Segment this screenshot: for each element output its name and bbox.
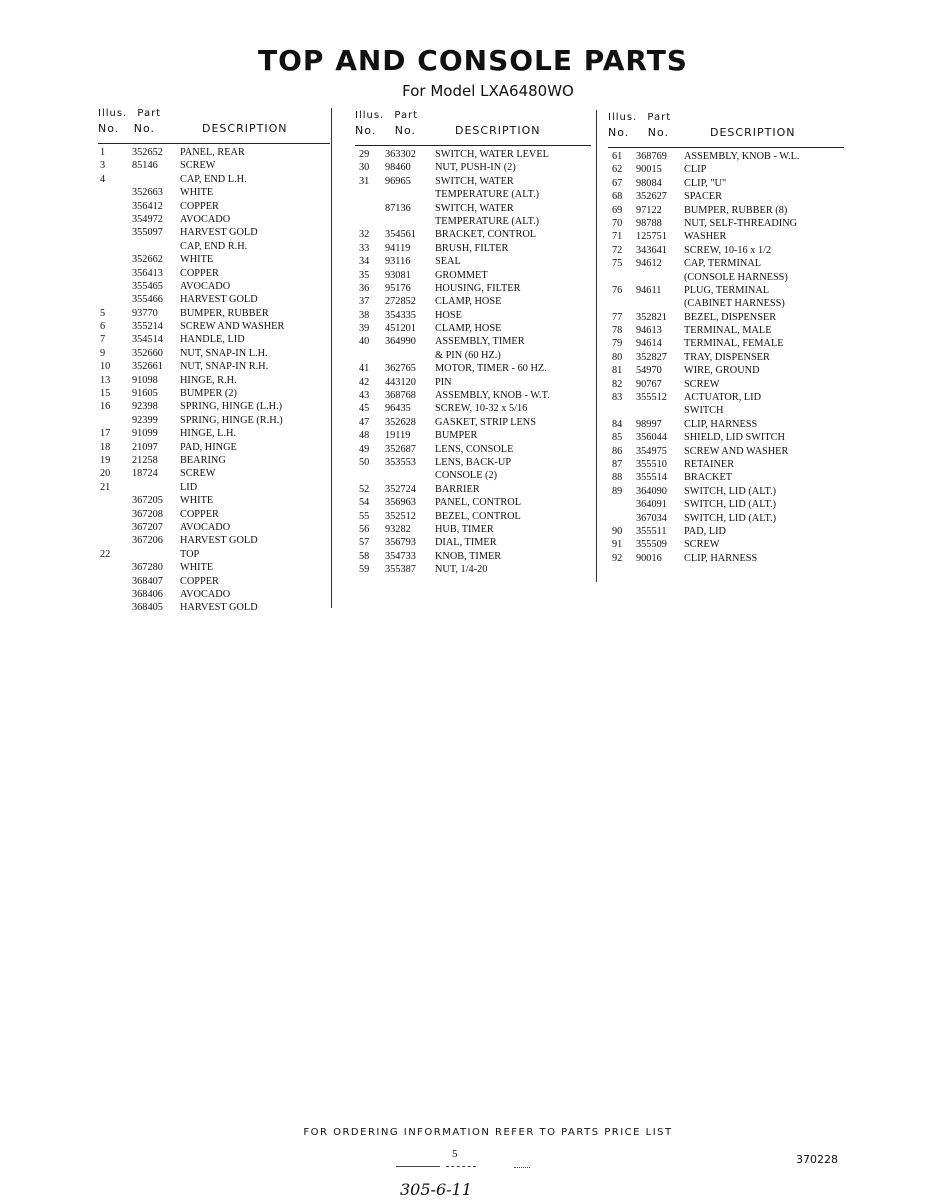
illus-number: 45 <box>359 403 370 415</box>
illus-number: 83 <box>612 392 623 404</box>
part-number: 367206 <box>132 535 163 547</box>
illus-number: 75 <box>612 258 623 270</box>
part-number: 352628 <box>385 416 416 428</box>
part-number: 352663 <box>132 187 163 199</box>
part-number: 90767 <box>636 378 662 390</box>
part-number: 98997 <box>636 418 662 430</box>
part-description: PAD, LID <box>684 525 726 537</box>
part-description: SWITCH, WATER <box>435 175 514 187</box>
part-description: CAP, END R.H. <box>180 240 248 252</box>
part-description: BUMPER (2) <box>180 388 237 400</box>
illus-number: 6 <box>100 321 106 333</box>
part-number: 91099 <box>132 428 158 440</box>
part-number: 368406 <box>132 588 163 600</box>
header-description: DESCRIPTION <box>710 126 796 139</box>
illus-number: 54 <box>359 497 370 509</box>
part-description: HANDLE, LID <box>180 334 245 346</box>
illus-number: 77 <box>612 311 623 323</box>
illus-number: 40 <box>359 336 370 348</box>
part-description: HUB, TIMER <box>435 523 494 535</box>
illus-number: 30 <box>359 162 370 174</box>
illus-number: 29 <box>359 149 370 160</box>
illus-number: 49 <box>359 443 370 455</box>
part-description: PIN <box>435 376 452 388</box>
part-description: SCREW <box>180 468 216 480</box>
part-number: 354972 <box>132 213 163 225</box>
part-description: TOP <box>180 548 200 560</box>
part-description: LID <box>180 481 198 493</box>
part-description: SWITCH, LID (ALT.) <box>684 499 777 511</box>
illus-number: 50 <box>359 456 370 468</box>
handwritten-note: 305-6-11 <box>400 1180 472 1199</box>
part-description: SWITCH, WATER LEVEL <box>435 149 549 160</box>
part-number: 94614 <box>636 338 662 350</box>
part-description: ASSEMBLY, KNOB - W.T. <box>435 390 550 402</box>
part-description: COPPER <box>180 200 219 212</box>
part-number: 54970 <box>636 365 662 377</box>
illus-number: 47 <box>359 416 370 428</box>
illus-number: 91 <box>612 539 623 551</box>
part-number: 356413 <box>132 267 163 279</box>
illus-number: 34 <box>359 256 370 268</box>
part-number: 90015 <box>636 164 662 176</box>
illus-number: 59 <box>359 564 370 576</box>
illus-number: 5 <box>100 307 106 319</box>
illus-number: 67 <box>612 177 623 189</box>
part-number: 94613 <box>636 325 662 337</box>
divider-mark <box>514 1167 530 1168</box>
part-description: HARVEST GOLD <box>180 602 258 614</box>
part-description: BEZEL, CONTROL <box>435 510 521 522</box>
part-description: PAD, HINGE <box>180 441 237 453</box>
illus-number: 41 <box>359 363 370 375</box>
part-number: 354335 <box>385 309 416 321</box>
part-number: 19119 <box>385 430 411 442</box>
part-description: SCREW <box>684 378 720 390</box>
illus-number: 37 <box>359 296 370 308</box>
part-number: 368769 <box>636 151 667 162</box>
divider-mark <box>396 1166 440 1167</box>
part-number: 93116 <box>385 256 411 268</box>
header-illus: Illus. <box>355 110 385 121</box>
part-number: 356793 <box>385 537 416 549</box>
part-description: TERMINAL, MALE <box>684 325 772 337</box>
illus-number: 85 <box>612 432 623 444</box>
illus-number: 87 <box>612 458 623 470</box>
header-no: No. <box>355 124 377 137</box>
part-description: AVOCADO <box>180 588 231 600</box>
part-description: HINGE, L.H. <box>180 428 237 440</box>
part-number: 94612 <box>636 258 662 270</box>
header-rule <box>98 143 330 144</box>
illus-number: 4 <box>100 173 106 185</box>
part-number: 93770 <box>132 307 158 319</box>
part-description: ASSEMBLY, TIMER <box>435 336 525 348</box>
part-description: TERMINAL, FEMALE <box>684 338 784 350</box>
part-description: BUMPER, RUBBER <box>180 307 269 319</box>
illus-number: 52 <box>359 483 370 495</box>
header-illus: Illus. <box>98 108 128 119</box>
part-description: SPRING, HINGE (L.H.) <box>180 401 283 413</box>
part-number: 125751 <box>636 231 667 243</box>
part-number: 91605 <box>132 388 158 400</box>
part-number: 355214 <box>132 321 163 333</box>
part-description: SEAL <box>435 256 461 268</box>
parts-column-1 <box>98 108 334 614</box>
part-description: BRACKET <box>684 472 733 484</box>
part-description: SCREW AND WASHER <box>180 321 285 333</box>
illus-number: 21 <box>100 481 111 493</box>
part-description: CLAMP, HOSE <box>435 296 502 308</box>
ordering-footer: FOR ORDERING INFORMATION REFER TO PARTS PRICE LIST <box>303 1127 673 1138</box>
illus-number: 61 <box>612 151 623 162</box>
part-number: 93081 <box>385 269 411 281</box>
part-description: CAP, TERMINAL <box>684 258 762 270</box>
part-number: 354733 <box>385 550 416 562</box>
part-description: ASSEMBLY, KNOB - W.L. <box>684 151 800 162</box>
header-no2: No. <box>394 124 417 137</box>
part-number: 352627 <box>636 191 667 203</box>
illus-number: 79 <box>612 338 623 350</box>
part-description: SPACER <box>684 191 722 203</box>
part-number: 21258 <box>132 454 158 466</box>
illus-number: 22 <box>100 548 111 560</box>
illus-number: 70 <box>612 217 623 229</box>
part-number: 354514 <box>132 334 163 346</box>
part-description: AVOCADO <box>180 521 231 533</box>
part-number: 94611 <box>636 284 662 296</box>
part-description: CLIP, "U" <box>684 177 727 189</box>
part-number: 96435 <box>385 403 411 415</box>
header-part: Part <box>647 112 672 123</box>
column-divider-2 <box>596 110 597 582</box>
part-description: NUT, SNAP-IN L.H. <box>180 347 268 359</box>
illus-number: 82 <box>612 378 623 390</box>
part-number: 18724 <box>132 468 158 480</box>
part-description: BEARING <box>180 454 226 466</box>
part-number: 352660 <box>132 347 163 359</box>
part-description: HINGE, R.H. <box>180 374 237 386</box>
illus-number: 3 <box>100 160 106 172</box>
part-number: 355509 <box>636 539 667 551</box>
part-number: 364990 <box>385 336 416 348</box>
illus-number: 20 <box>100 468 111 480</box>
illus-number: 78 <box>612 325 623 337</box>
part-number: 355465 <box>132 280 163 292</box>
illus-number: 42 <box>359 376 370 388</box>
part-number: 352687 <box>385 443 416 455</box>
part-number: 355510 <box>636 458 667 470</box>
part-description: HOSE <box>435 309 462 321</box>
part-description: HOUSING, FILTER <box>435 282 521 294</box>
part-number: 98460 <box>385 162 411 174</box>
part-description: GROMMET <box>435 269 488 281</box>
part-description: PANEL, CONTROL <box>435 497 522 509</box>
part-description: (CABINET HARNESS) <box>684 298 785 310</box>
part-number: 451201 <box>385 323 416 335</box>
part-number: 272852 <box>385 296 416 308</box>
part-number: 367207 <box>132 521 163 533</box>
illus-number: 7 <box>100 334 106 346</box>
illus-number: 13 <box>100 374 111 386</box>
part-description: SWITCH, LID (ALT.) <box>684 512 777 524</box>
part-number: 92398 <box>132 401 158 413</box>
illus-number: 1 <box>100 147 106 158</box>
part-description: WHITE <box>180 495 214 507</box>
header-no: No. <box>608 126 630 139</box>
illus-number: 31 <box>359 175 370 187</box>
part-number: 356412 <box>132 200 163 212</box>
illus-number: 57 <box>359 537 370 549</box>
header-part: Part <box>137 108 162 119</box>
illus-number: 36 <box>359 282 370 294</box>
part-number: 368407 <box>132 575 163 587</box>
illus-number: 86 <box>612 445 623 457</box>
illus-number: 89 <box>612 485 623 497</box>
part-description: WHITE <box>180 187 214 199</box>
part-number: 352662 <box>132 254 163 266</box>
header-no: No. <box>98 122 120 135</box>
part-description: WIRE, GROUND <box>684 365 760 377</box>
part-description: BRUSH, FILTER <box>435 242 509 254</box>
part-description: AVOCADO <box>180 280 231 292</box>
part-description: DIAL, TIMER <box>435 537 497 549</box>
part-description: NUT, SNAP-IN R.H. <box>180 361 269 373</box>
part-description: SCREW, 10-16 x 1/2 <box>684 244 772 256</box>
part-number: 352821 <box>636 311 667 323</box>
illus-number: 80 <box>612 351 623 363</box>
illus-number: 18 <box>100 441 111 453</box>
page-title: TOP AND CONSOLE PARTS <box>258 44 688 77</box>
part-description: TEMPERATURE (ALT.) <box>435 189 540 201</box>
header-part: Part <box>394 110 419 121</box>
illus-number: 35 <box>359 269 370 281</box>
illus-number: 17 <box>100 428 111 440</box>
part-description: CONSOLE (2) <box>435 470 498 482</box>
part-number: 356963 <box>385 497 416 509</box>
illus-number: 72 <box>612 244 623 256</box>
part-number: 352661 <box>132 361 163 373</box>
illus-number: 10 <box>100 361 111 373</box>
illus-number: 84 <box>612 418 623 430</box>
part-description: CLIP, HARNESS <box>684 418 758 430</box>
part-number: 367280 <box>132 562 163 574</box>
part-description: LENS, CONSOLE <box>435 443 514 455</box>
part-description: TRAY, DISPENSER <box>684 351 770 363</box>
part-description: CAP, END L.H. <box>180 173 247 185</box>
parts-column-3 <box>608 112 848 564</box>
part-description: CLIP <box>684 164 707 176</box>
part-description: SWITCH <box>684 405 724 417</box>
part-number: 355512 <box>636 392 667 404</box>
part-number: 21097 <box>132 441 158 453</box>
part-number: 367208 <box>132 508 163 520</box>
part-description: GASKET, STRIP LENS <box>435 416 536 428</box>
part-number: 367034 <box>636 512 667 524</box>
page-number: 5 <box>452 1148 458 1160</box>
header-description: DESCRIPTION <box>455 124 541 137</box>
illus-number: 39 <box>359 323 370 335</box>
part-description: HARVEST GOLD <box>180 535 258 547</box>
divider-mark <box>446 1166 476 1167</box>
illus-number: 9 <box>100 347 106 359</box>
part-description: KNOB, TIMER <box>435 550 502 562</box>
part-description: SWITCH, WATER <box>435 202 514 214</box>
illus-number: 19 <box>100 454 111 466</box>
illus-number: 90 <box>612 525 623 537</box>
illus-number: 62 <box>612 164 623 176</box>
part-description: BUMPER <box>435 430 478 442</box>
part-number: 95176 <box>385 282 411 294</box>
part-description: SPRING, HINGE (R.H.) <box>180 414 283 426</box>
part-number: 352652 <box>132 147 163 158</box>
part-description: BUMPER, RUBBER (8) <box>684 204 788 216</box>
part-number: 91098 <box>132 374 158 386</box>
part-description: SCREW <box>180 160 216 172</box>
part-number: 364090 <box>636 485 667 497</box>
part-description: SHIELD, LID SWITCH <box>684 432 785 444</box>
part-number: 364091 <box>636 499 667 511</box>
illus-number: 76 <box>612 284 623 296</box>
part-number: 85146 <box>132 160 158 172</box>
part-description: AVOCADO <box>180 213 231 225</box>
part-description: & PIN (60 HZ.) <box>435 349 501 361</box>
illus-number: 32 <box>359 229 370 241</box>
part-description: RETAINER <box>684 458 735 470</box>
illus-number: 69 <box>612 204 623 216</box>
part-number: 96965 <box>385 175 411 187</box>
illus-number: 81 <box>612 365 623 377</box>
part-number: 87136 <box>385 202 411 214</box>
part-description: PANEL, REAR <box>180 147 245 158</box>
part-description: SCREW AND WASHER <box>684 445 789 457</box>
part-description: (CONSOLE HARNESS) <box>684 271 788 283</box>
illus-number: 68 <box>612 191 623 203</box>
illus-number: 92 <box>612 552 623 564</box>
part-description: WASHER <box>684 231 727 243</box>
model-subtitle: For Model LXA6480WO <box>402 82 574 100</box>
illus-number: 58 <box>359 550 370 562</box>
part-description: NUT, 1/4-20 <box>435 564 488 576</box>
part-description: CLAMP, HOSE <box>435 323 502 335</box>
part-number: 355387 <box>385 564 416 576</box>
part-number: 93282 <box>385 523 411 535</box>
header-rule <box>608 147 844 148</box>
part-number: 90016 <box>636 552 662 564</box>
part-description: HARVEST GOLD <box>180 294 258 306</box>
part-number: 355097 <box>132 227 163 239</box>
part-description: WHITE <box>180 562 214 574</box>
part-number: 354561 <box>385 229 416 241</box>
part-description: WHITE <box>180 254 214 266</box>
header-illus: Illus. <box>608 112 638 123</box>
part-number: 355511 <box>636 525 667 537</box>
illus-number: 16 <box>100 401 111 413</box>
part-description: COPPER <box>180 575 219 587</box>
part-number: 92399 <box>132 414 158 426</box>
part-description: BEZEL, DISPENSER <box>684 311 777 323</box>
illus-number: 38 <box>359 309 370 321</box>
part-number: 368405 <box>132 602 163 614</box>
part-number: 352512 <box>385 510 416 522</box>
part-number: 362765 <box>385 363 416 375</box>
part-description: NUT, SELF-THREADING <box>684 217 798 229</box>
part-description: HARVEST GOLD <box>180 227 258 239</box>
part-number: 352724 <box>385 483 416 495</box>
column-divider-1 <box>331 108 332 608</box>
part-description: COPPER <box>180 267 219 279</box>
illus-number: 71 <box>612 231 623 243</box>
part-number: 355514 <box>636 472 667 484</box>
part-description: SWITCH, LID (ALT.) <box>684 485 777 497</box>
part-number: 98788 <box>636 217 662 229</box>
part-number: 356044 <box>636 432 667 444</box>
part-number: 443120 <box>385 376 416 388</box>
part-description: BARRIER <box>435 483 480 495</box>
illus-number: 55 <box>359 510 370 522</box>
illus-number: 43 <box>359 390 370 402</box>
part-description: TEMPERATURE (ALT.) <box>435 215 540 227</box>
parts-column-2 <box>355 110 595 576</box>
part-number: 363302 <box>385 149 416 160</box>
header-no2: No. <box>133 122 156 135</box>
header-description: DESCRIPTION <box>202 122 288 135</box>
part-description: ACTUATOR, LID <box>684 392 762 404</box>
part-description: SCREW, 10-32 x 5/16 <box>435 403 528 415</box>
part-number: 353553 <box>385 456 416 468</box>
illus-number: 88 <box>612 472 623 484</box>
header-rule <box>355 145 591 146</box>
illus-number: 15 <box>100 388 111 400</box>
part-description: LENS, BACK-UP <box>435 456 512 468</box>
part-number: 98084 <box>636 177 662 189</box>
illus-number: 56 <box>359 523 370 535</box>
part-description: CLIP, HARNESS <box>684 552 758 564</box>
illus-number: 48 <box>359 430 370 442</box>
header-no2: No. <box>647 126 670 139</box>
part-description: NUT, PUSH-IN (2) <box>435 162 516 174</box>
part-description: SCREW <box>684 539 720 551</box>
part-number: 97122 <box>636 204 662 216</box>
part-description: COPPER <box>180 508 219 520</box>
document-code: 370228 <box>796 1153 838 1166</box>
part-description: PLUG, TERMINAL <box>684 284 770 296</box>
part-number: 343641 <box>636 244 667 256</box>
part-number: 352827 <box>636 351 667 363</box>
part-number: 355466 <box>132 294 163 306</box>
part-description: MOTOR, TIMER - 60 HZ. <box>435 363 547 375</box>
illus-number: 33 <box>359 242 370 254</box>
part-number: 367205 <box>132 495 163 507</box>
part-number: 94119 <box>385 242 411 254</box>
part-number: 368768 <box>385 390 416 402</box>
part-number: 354975 <box>636 445 667 457</box>
part-description: BRACKET, CONTROL <box>435 229 537 241</box>
